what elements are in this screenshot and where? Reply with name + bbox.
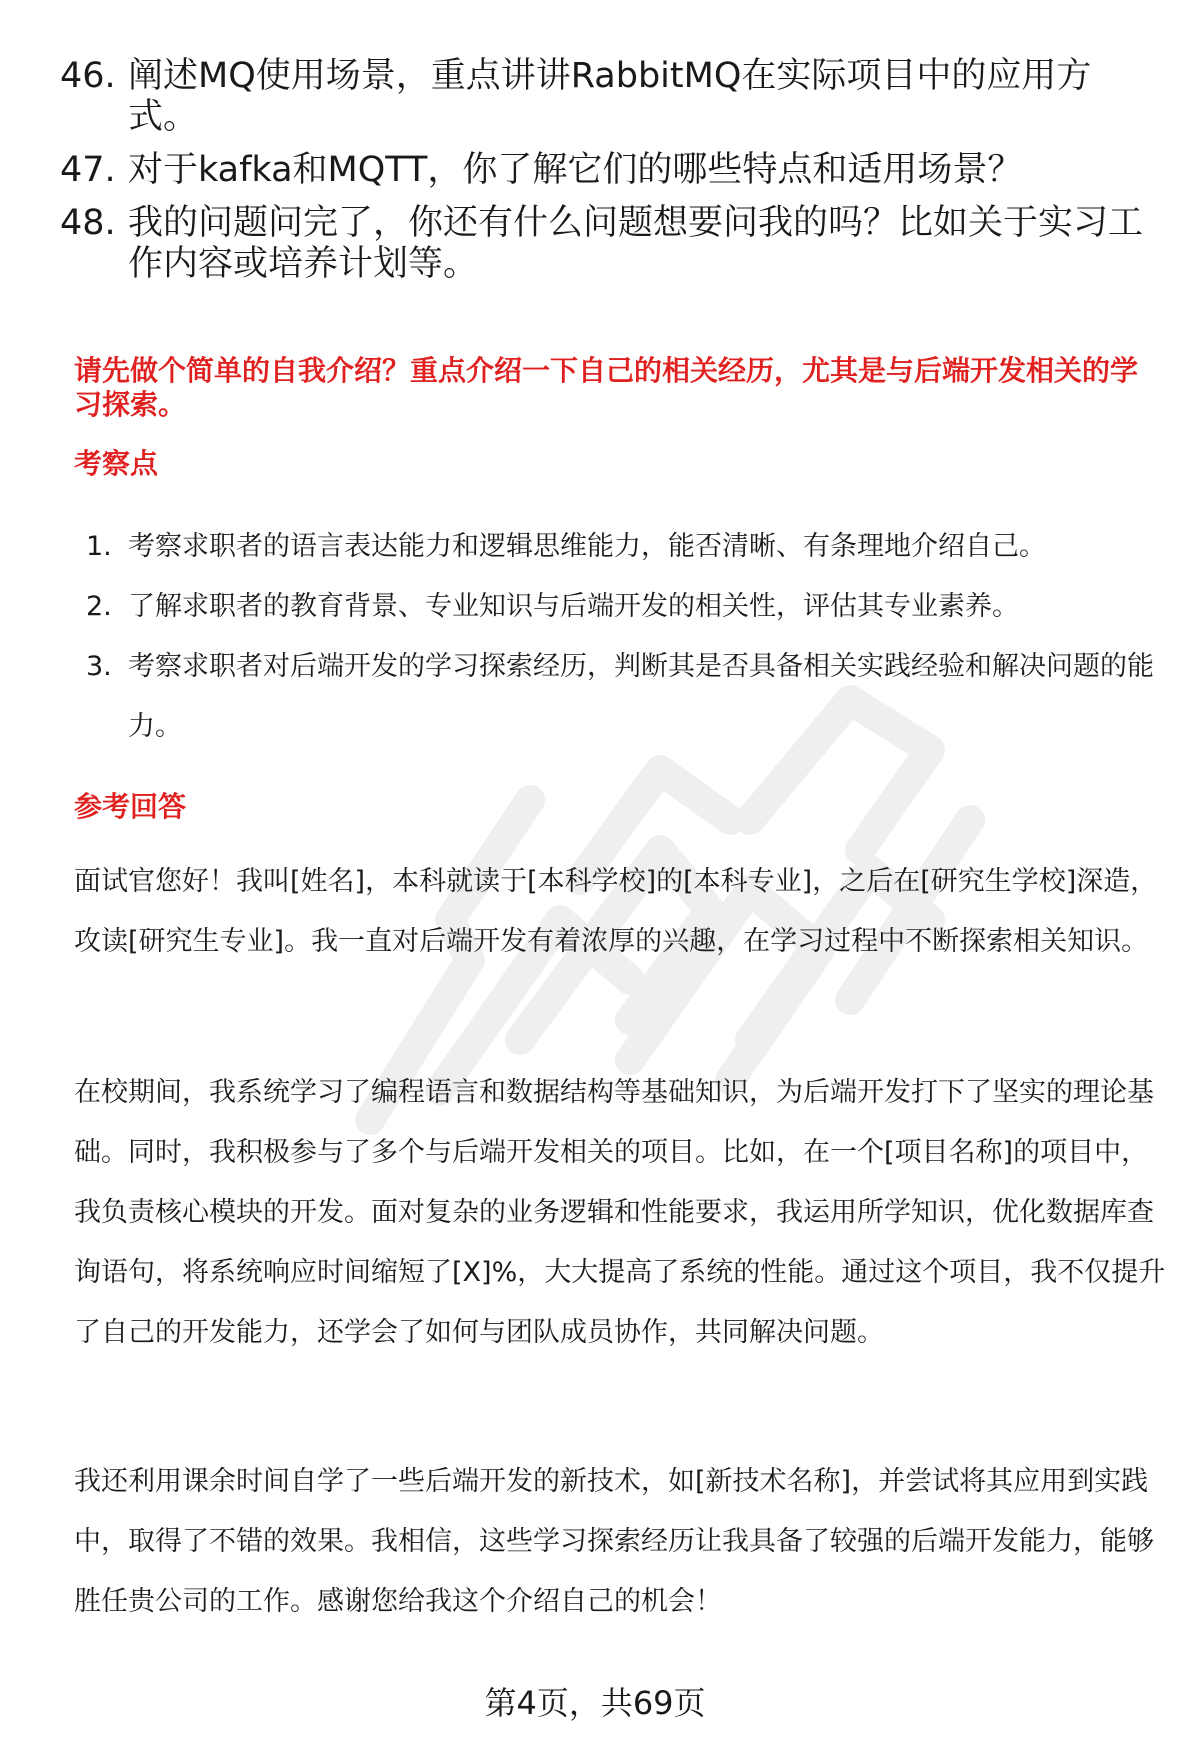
answer-paragraph: 面试官您好！我叫[姓名]，本科就读于[本科学校]的[本科专业]，之后在[研究生学校]深造，攻读[研究生专业]。我一直对后端开发有着浓厚的兴趣，在学习过程中不断探索相关知识。	[74, 866, 1158, 957]
answer-paragraph: 在校期间，我系统学习了编程语言和数据结构等基础知识，为后端开发打下了坚实的理论基础。同时，我积极参与了多个与后端开发相关的项目。比如，在一个[项目名称]的项目中，我负责核心模块的开发。面对复杂的业务逻辑和性能要求，我运用所学知识，优化数据库查询语句，将系统响应时间缩短了[X]%，大大提高了系统的性能。通过这个项目，我不仅提升了自己的开发能力，还学会了如何与团队成员协作，共同解决问题。	[74, 1077, 1166, 1348]
question-text: 我的问题问完了，你还有什么问题想要问我的吗？比如关于实习工作内容或培养计划等。	[128, 203, 1144, 284]
point-number: 2.	[86, 591, 112, 622]
list-item	[60, 150, 1160, 191]
point-text: 考察求职者对后端开发的学习探索经历，判断其是否具备相关实践经验和解决问题的能力。	[128, 651, 1154, 742]
answer-paragraph: 我还利用课余时间自学了一些后端开发的新技术，如[新技术名称]，并尝试将其应用到实践中，取得了不错的效果。我相信，这些学习探索经历让我具备了较强的后端开发能力，能够胜任贵公司的工作。感谢您给我这个介绍自己的机会！	[74, 1466, 1154, 1617]
question-number: 48.	[60, 203, 116, 243]
question-number: 47.	[60, 150, 116, 190]
section-title-answer: 参考回答	[74, 790, 187, 823]
point-text: 考察求职者的语言表达能力和逻辑思维能力，能否清晰、有条理地介绍自己。	[128, 531, 1046, 562]
list-item	[86, 517, 1166, 577]
question-number: 46.	[60, 56, 116, 96]
list-item	[86, 637, 1166, 757]
question-text: 对于kafka和MQTT，你了解它们的哪些特点和适用场景？	[128, 150, 1023, 190]
list-item	[86, 577, 1166, 637]
list-item	[60, 203, 1160, 285]
list-item	[60, 56, 1160, 138]
section-title-points: 考察点	[74, 447, 159, 480]
question-list	[60, 56, 1160, 297]
point-number: 3.	[86, 651, 112, 682]
points-list	[86, 517, 1166, 757]
question-text: 阐述MQ使用场景，重点讲讲RabbitMQ在实际项目中的应用方式。	[128, 56, 1092, 137]
page-footer: 第4页，共69页	[484, 1684, 706, 1722]
point-number: 1.	[86, 531, 112, 562]
question-headline: 请先做个简单的自我介绍？重点介绍一下自己的相关经历，尤其是与后端开发相关的学习探索。	[74, 354, 1139, 421]
point-text: 了解求职者的教育背景、专业知识与后端开发的相关性，评估其专业素养。	[128, 591, 1019, 622]
